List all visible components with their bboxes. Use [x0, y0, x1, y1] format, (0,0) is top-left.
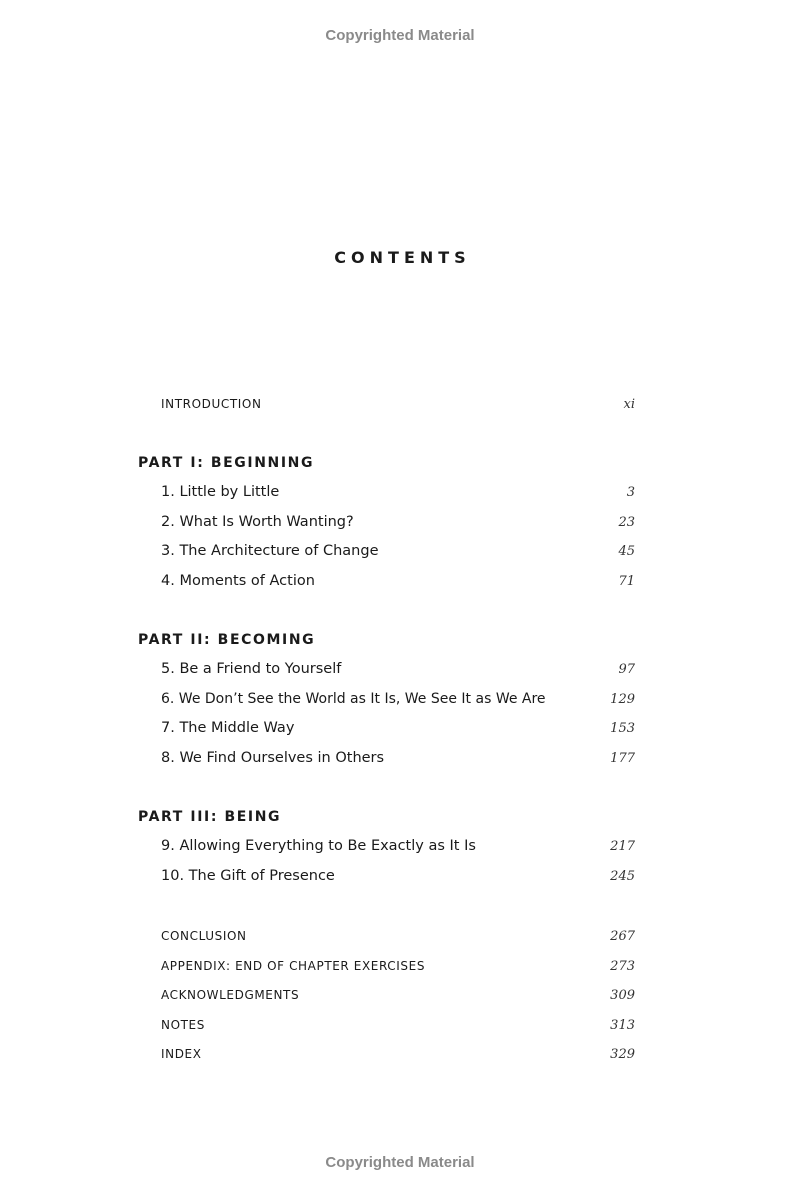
toc-chapter-4[interactable] — [161, 573, 635, 589]
toc-entry-page: 23 — [618, 515, 635, 530]
toc-entry-label: 9. Allowing Everything to Be Exactly as It Is — [161, 838, 476, 854]
toc-entry-label: 3. The Architecture of Change — [161, 543, 379, 559]
toc-entry-notes[interactable] — [161, 1018, 635, 1033]
toc-entry-label: INDEX — [161, 1047, 202, 1061]
page-title: CONTENTS — [334, 248, 471, 267]
toc-chapter-5[interactable] — [161, 661, 635, 677]
toc-entry-page: 153 — [610, 721, 635, 736]
toc-entry-appendix[interactable] — [161, 959, 635, 974]
toc-chapter-3[interactable] — [161, 543, 635, 559]
toc-entry-page: 177 — [610, 751, 635, 766]
toc-entry-label: 2. What Is Worth Wanting? — [161, 514, 354, 530]
toc-chapter-6[interactable] — [161, 691, 635, 707]
copyright-watermark-bottom: Copyrighted Material — [325, 1154, 475, 1171]
toc-entry-page: 3 — [626, 485, 635, 500]
toc-chapter-10[interactable] — [161, 868, 635, 884]
toc-entry-label: APPENDIX: END OF CHAPTER EXERCISES — [161, 959, 426, 973]
toc-entry-label: 1. Little by Little — [161, 484, 280, 500]
toc-entry-page: 245 — [610, 869, 635, 884]
part-heading-3: PART III: BEING — [138, 809, 282, 825]
toc-entry-label: 10. The Gift of Presence — [161, 868, 335, 884]
toc-entry-label: 8. We Find Ourselves in Others — [161, 750, 385, 766]
part-heading-1: PART I: BEGINNING — [138, 455, 315, 471]
toc-entry-acknowledgments[interactable] — [161, 988, 635, 1003]
toc-entry-label: ACKNOWLEDGMENTS — [161, 988, 300, 1002]
toc-chapter-2[interactable] — [161, 514, 635, 530]
toc-entry-introduction[interactable] — [161, 397, 635, 412]
toc-entry-label: 7. The Middle Way — [161, 720, 295, 736]
toc-entry-label: 5. Be a Friend to Yourself — [161, 661, 342, 677]
toc-entry-page: 313 — [610, 1018, 635, 1033]
toc-entry-page: 217 — [610, 839, 635, 854]
toc-chapter-9[interactable] — [161, 838, 635, 854]
toc-entry-page: 267 — [610, 929, 635, 944]
toc-entry-index[interactable] — [161, 1047, 635, 1062]
toc-entry-page: 97 — [618, 662, 635, 677]
toc-entry-page: 129 — [610, 692, 635, 707]
toc-chapter-8[interactable] — [161, 750, 635, 766]
toc-entry-page: 45 — [618, 544, 635, 559]
toc-entry-page: 329 — [610, 1047, 635, 1062]
toc-entry-label: 6. We Don’t See the World as It Is, We See It as We Are — [161, 691, 546, 707]
toc-entry-label: CONCLUSION — [161, 929, 247, 943]
part-heading-2: PART II: BECOMING — [138, 632, 316, 648]
toc-entry-label: NOTES — [161, 1018, 205, 1032]
copyright-watermark-top: Copyrighted Material — [325, 27, 475, 44]
toc-entry-page: 71 — [618, 574, 635, 589]
toc-entry-page: 273 — [610, 959, 635, 974]
toc-chapter-1[interactable] — [161, 484, 635, 500]
toc-entry-label: 4. Moments of Action — [161, 573, 315, 589]
toc-entry-page: xi — [623, 397, 635, 412]
toc-entry-label: INTRODUCTION — [161, 397, 262, 411]
toc-entry-conclusion[interactable] — [161, 929, 635, 944]
toc-entry-page: 309 — [610, 988, 635, 1003]
toc-chapter-7[interactable] — [161, 720, 635, 736]
